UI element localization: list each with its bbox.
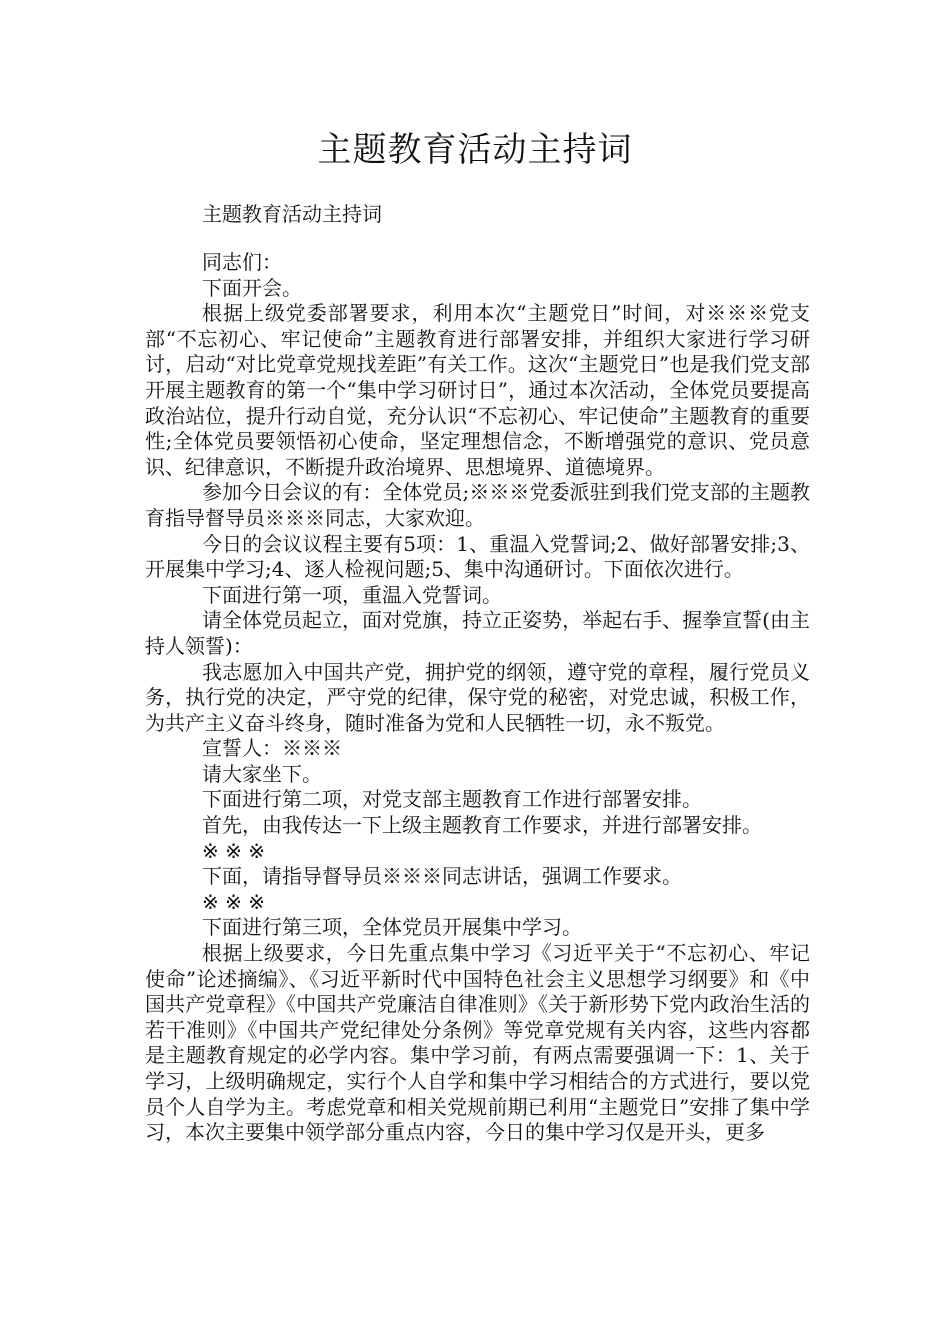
paragraph: 请全体党员起立，面对党旗，持立正姿势，举起右手、握拳宣誓(由主持人领誓)： — [145, 608, 810, 658]
paragraph: ※ ※ ※ — [202, 889, 265, 914]
paragraph: 宣誓人：※※※ — [202, 736, 342, 761]
paragraph: 我志愿加入中国共产党，拥护党的纲领，遵守党的章程，履行党员义务，执行党的决定，严守党的纪律，保守党的秘密，对党忠诚，积极工作，为共产主义奋斗终身，随时准备为党和人民牺牲一切，永不叛党。 — [145, 659, 810, 735]
document-title: 主题教育活动主持词 — [317, 130, 633, 170]
paragraph: 请大家坐下。 — [202, 761, 322, 786]
paragraph: 根据上级要求，今日先重点集中学习《习近平关于“不忘初心、牢记使命”论述摘编》、《习近平新时代中国特色社会主义思想学习纲要》和《中国共产党章程》《中国共产党廉洁自律准则》《关于新形势下党内政治生活的若干准则》《中国共产党纪律处分条例》等党章党规有关内容，这些内容都是主题教育规定的必学内容。集中学习前，有两点需要强调一下：1、关于学习，上级明确规定，实行个人自学和集中学习相结合的方式进行，要以党员个人自学为主。考虑党章和相关党规前期已利用“主题党日”安排了集中学习，本次主要集中领学部分重点内容，今日的集中学习仅是开头，更多 — [145, 941, 810, 1145]
paragraph: 下面进行第二项，对党支部主题教育工作进行部署安排。 — [202, 787, 702, 812]
paragraph: 下面进行第三项，全体党员开展集中学习。 — [202, 915, 582, 940]
document-subtitle: 主题教育活动主持词 — [202, 202, 382, 226]
document-body — [145, 250, 810, 1146]
paragraph: ※ ※ ※ — [202, 838, 265, 863]
paragraph: 下面开会。 — [202, 275, 302, 300]
paragraph: 同志们： — [202, 250, 282, 274]
paragraph: 今日的会议议程主要有5项：1、重温入党誓词;2、做好部署安排;3、开展集中学习;4、逐人检视问题;5、集中沟通研讨。下面依次进行。 — [145, 531, 810, 582]
paragraph: 下面进行第一项，重温入党誓词。 — [202, 582, 502, 607]
paragraph: 下面，请指导督导员※※※同志讲话，强调工作要求。 — [202, 864, 682, 889]
paragraph: 参加今日会议的有：全体党员;※※※党委派驻到我们党支部的主题教育指导督导员※※※同志，大家欢迎。 — [145, 480, 810, 530]
paragraph: 首先，由我传达一下上级主题教育工作要求，并进行部署安排。 — [202, 813, 762, 838]
paragraph: 根据上级党委部署要求，利用本次“主题党日”时间，对※※※党支部“不忘初心、牢记使命”主题教育进行部署安排，并组织大家进行学习研讨，启动“对比党章党规找差距”有关工作。这次“主题党日”也是我们党支部开展主题教育的第一个“集中学习研讨日”，通过本次活动，全体党员要提高政治站位，提升行动自觉，充分认识“不忘初心、牢记使命”主题教育的重要性;全体党员要领悟初心使命，坚定理想信念，不断增强党的意识、党员意识、纪律意识，不断提升政治境界、思想境界、道德境界。 — [145, 301, 810, 479]
